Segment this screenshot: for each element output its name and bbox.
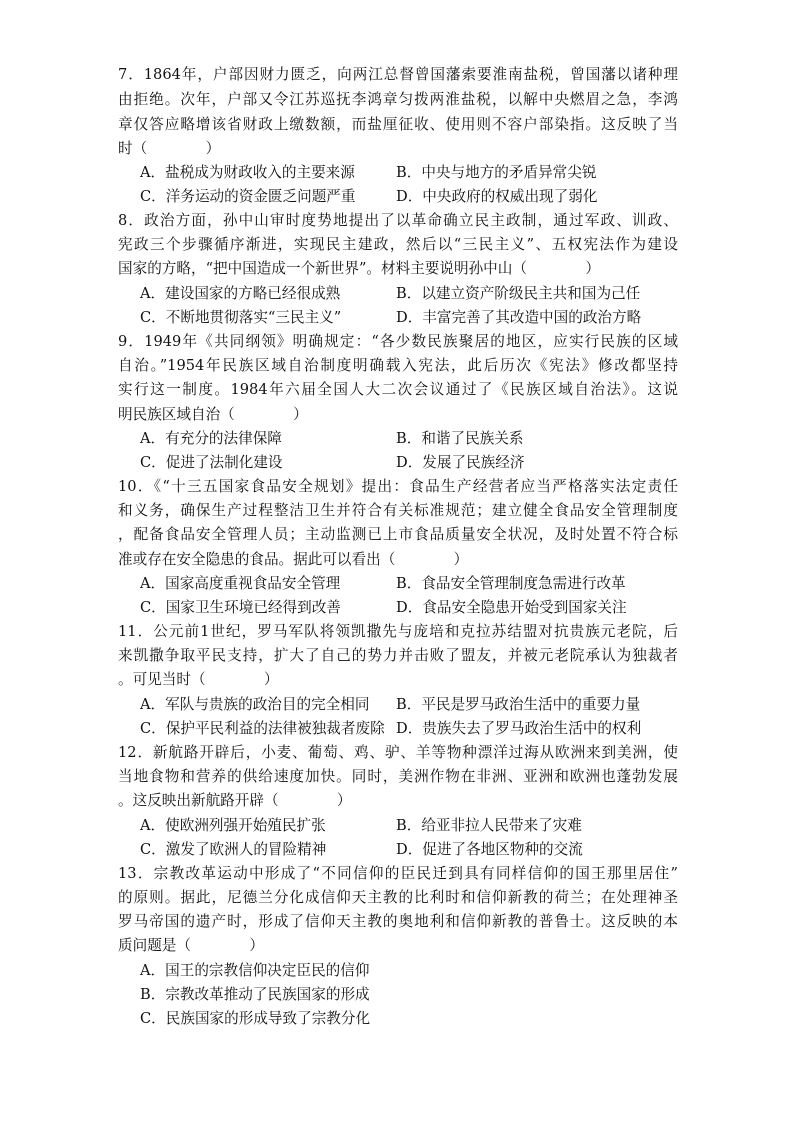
- option-a[interactable]: A．国家高度重视食品安全管理: [140, 575, 341, 592]
- question-stem-line: ，配备食品安全管理人员；主动监测已上市食品质量安全状况，及时处置不符合标: [118, 526, 678, 543]
- question-stem-line: 章仅答应略增该省财政上缴数额，而盐厘征收、使用则不容户部染指。这反映了当: [118, 116, 678, 133]
- question-stem-line: 11．公元前1世纪，罗马军队将领凯撒先与庞培和克拉苏结盟对抗贵族元老院，后: [118, 623, 678, 640]
- question-stem-line: 实行这一制度。1984年六届全国人大二次会议通过了《民族区域自治法》。这说: [118, 381, 678, 398]
- option-a[interactable]: A．有充分的法律保障: [140, 430, 282, 447]
- option-b[interactable]: B．以建立资产阶级民主共和国为己任: [396, 285, 641, 302]
- question-stem-line: 宪政三个步骤循序渐进，实现民主建政，然后以“三民主义”、五权宪法作为建设: [118, 236, 678, 253]
- question-stem-line: 。可见当时（ ）: [118, 671, 279, 688]
- question-stem-line: 明民族区域自治（ ）: [118, 406, 308, 423]
- option-c[interactable]: C．激发了欧洲人的冒险精神: [140, 841, 327, 858]
- question-stem-line: 13．宗教改革运动中形成了“不同信仰的臣民迁到具有同样信仰的国王那里居住”: [118, 865, 678, 882]
- question-stem-line: 8．政治方面，孙中山审时度势地提出了以革命确立民主政制，通过军政、训政、: [118, 212, 678, 229]
- option-b[interactable]: B．平民是罗马政治生活中的重要力量: [396, 696, 641, 713]
- option-c[interactable]: C．促进了法制化建设: [140, 454, 283, 471]
- option-d[interactable]: D．贵族失去了罗马政治生活中的权利: [396, 720, 642, 737]
- option-a[interactable]: A．军队与贵族的政治目的完全相同: [140, 696, 370, 713]
- question-stem-line: 来凯撒争取平民支持，扩大了自己的势力并击败了盟友，并被元老院承认为独裁者: [118, 647, 678, 664]
- option-a[interactable]: A．建设国家的方略已经很成熟: [140, 285, 341, 302]
- option-d[interactable]: D．食品安全隐患开始受到国家关注: [396, 599, 627, 616]
- question-stem-line: 时（ ）: [118, 140, 221, 157]
- option-c[interactable]: C．不断地贯彻落实“三民主义”: [140, 309, 342, 326]
- question-stem-line: 的原则。据此，尼德兰分化成信仰天主教的比利时和信仰新教的荷兰；在处理神圣: [118, 889, 678, 906]
- option-c[interactable]: C．民族国家的形成导致了宗教分化: [140, 1010, 371, 1027]
- option-d[interactable]: D．促进了各地区物种的交流: [396, 841, 583, 858]
- option-b[interactable]: B．中央与地方的矛盾异常尖锐: [396, 164, 597, 181]
- option-c[interactable]: C．洋务运动的资金匮乏问题严重: [140, 188, 356, 205]
- option-a[interactable]: A．盐税成为财政收入的主要来源: [140, 164, 355, 181]
- option-d[interactable]: D．丰富完善了其改造中国的政治方略: [396, 309, 642, 326]
- question-stem-line: 10．《“十三五国家食品安全规划》提出：食品生产经营者应当严格落实法定责任: [118, 478, 678, 495]
- option-d[interactable]: D．中央政府的权威出现了弱化: [396, 188, 598, 205]
- question-stem-line: 自治。”1954年民族区域自治制度明确载入宪法，此后历次《宪法》修改都坚持: [118, 357, 678, 374]
- question-stem-line: 12．新航路开辟后，小麦、葡萄、鸡、驴、羊等物种漂洋过海从欧洲来到美洲，使: [118, 744, 678, 761]
- question-stem-line: 准或存在安全隐患的食品。据此可以看出（ ）: [118, 551, 469, 568]
- option-b[interactable]: B．和谐了民族关系: [396, 430, 524, 447]
- question-stem-line: 由拒绝。次年，户部又令江苏巡抚李鸿章匀拨两淮盐税，以解中央燃眉之急，李鸿: [118, 91, 678, 108]
- option-c[interactable]: C．国家卫生环境已经得到改善: [140, 599, 341, 616]
- question-stem-line: 罗马帝国的遗产时，形成了信仰天主教的奥地利和信仰新教的普鲁士。这反映的本: [118, 913, 678, 930]
- option-a[interactable]: A．国王的宗教信仰决定臣民的信仰: [140, 962, 370, 979]
- question-stem-line: 当地食物和营养的供给速度加快。同时，美洲作物在非洲、亚洲和欧洲也蓬勃发展: [118, 768, 678, 785]
- option-c[interactable]: C．保护平民利益的法律被独裁者废除: [140, 720, 385, 737]
- question-stem-line: 7．1864年，户部因财力匮乏，向两江总督曾国藩索要淮南盐税，曾国藩以诸种理: [118, 66, 678, 83]
- option-b[interactable]: B．给亚非拉人民带来了灾难: [396, 817, 582, 834]
- question-stem-line: 9．1949年《共同纲领》明确规定：“各少数民族聚居的地区，应实行民族的区域: [118, 333, 678, 350]
- option-d[interactable]: D．发展了民族经济: [396, 454, 525, 471]
- option-b[interactable]: B．食品安全管理制度急需进行改革: [396, 575, 626, 592]
- question-stem-line: 国家的方略，“把中国造成一个新世界”。材料主要说明孙中山（ ）: [118, 260, 600, 277]
- question-stem-line: 和义务，确保生产过程整洁卫生并符合有关标准规范；建立健全食品安全管理制度: [118, 502, 678, 519]
- question-stem-line: 质问题是（ ）: [118, 937, 264, 954]
- question-stem-line: 。这反映出新航路开辟（ ）: [118, 792, 352, 809]
- option-a[interactable]: A．使欧洲列强开始殖民扩张: [140, 817, 326, 834]
- option-b[interactable]: B．宗教改革推动了民族国家的形成: [140, 986, 370, 1003]
